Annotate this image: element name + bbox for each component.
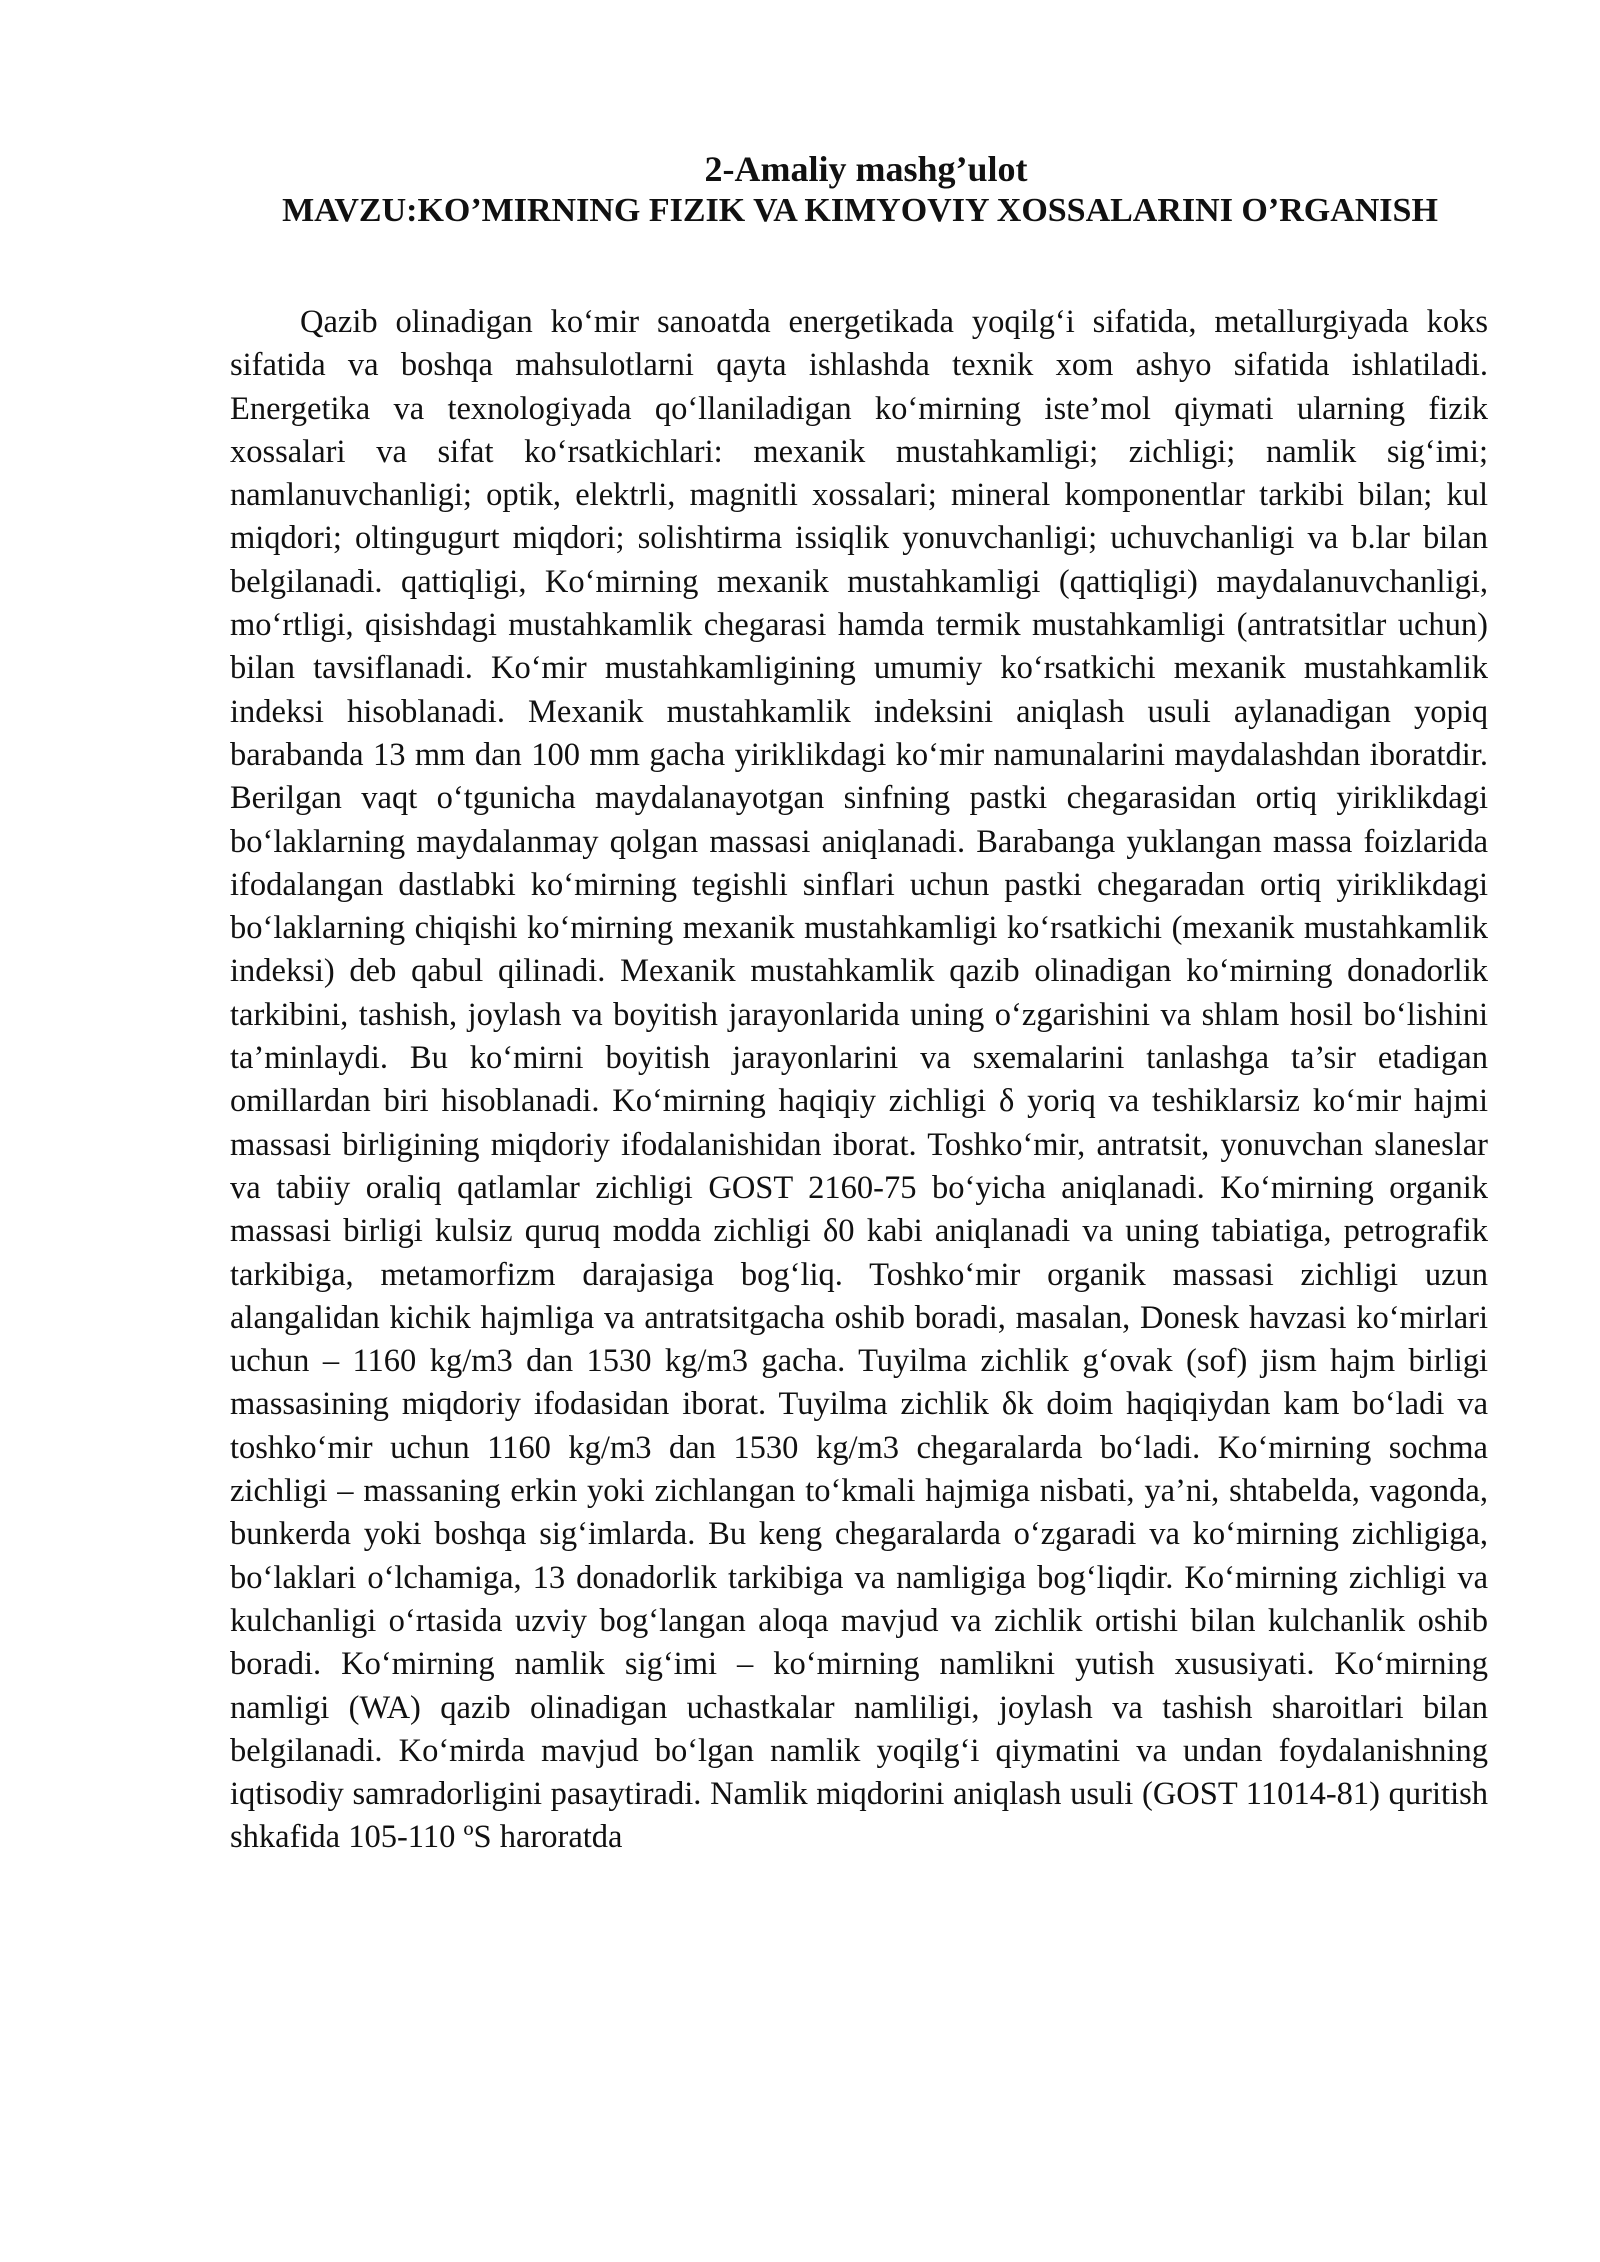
document-header — [230, 148, 1490, 232]
topic-heading: MAVZU:KO’MIRNING FIZIK VA KIMYOVIY XOSSALARINI O’RGANISH — [282, 192, 1438, 229]
body-paragraph: Qazib olinadigan ko‘mir sanoatda energetikada yoqilg‘i sifatida, metallurgiyada koks sifatida va boshqa mahsulotlarni qayta ishlashda texnik xom ashyo sifatida ishlatiladi. Energetika va texnologiyada qo‘llaniladigan ko‘mirning iste’mol qiymati ularning fizik xossalari va sifat ko‘rsatkichlari: mexanik mustahkamligi; zichligi; namlik sig‘imi; namlanuvchanligi; optik, elektrli, magnitli xossalari; mineral komponentlar tarkibi bilan; kul miqdori; oltingugurt miqdori; solishtirma issiqlik yonuvchanligi; uchuvchanligi va b.lar bilan belgilanadi. qattiqligi, Ko‘mirning mexanik mustahkamligi (qattiqligi) maydalanuvchanligi, mo‘rtligi, qisishdagi mustahkamlik chegarasi hamda termik mustahkamligi (antratsitlar uchun) bilan tavsiflanadi. Ko‘mir mustahkamligining umumiy ko‘rsatkichi mexanik mustahkamlik indeksi hisoblanadi. Mexanik mustahkamlik indeksini aniqlash usuli aylanadigan yopiq barabanda 13 mm dan 100 mm gacha yiriklikdagi ko‘mir namunalarini maydalashdan iboratdir. Berilgan vaqt o‘tgunicha maydalanayotgan sinfning pastki chegarasidan ortiq yiriklikdagi bo‘laklarning maydalanmay qolgan massasi aniqlanadi. Barabanga yuklangan massa foizlarida ifodalangan dastlabki ko‘mirning tegishli sinflari uchun pastki chegaradan ortiq yiriklikdagi bo‘laklarning chiqishi ko‘mirning mexanik mustahkamligi ko‘rsatkichi (mexanik mustahkamlik indeksi) deb qabul qilinadi. Mexanik mustahkamlik qazib olinadigan ko‘mirning donadorlik tarkibini, tashish, joylash va boyitish jarayonlarida uning o‘zgarishini va shlam hosil bo‘lishini ta’minlaydi. Bu ko‘mirni boyitish jarayonlarini va sxemalarini tanlashga ta’sir etadigan omillardan biri hisoblanadi. Ko‘mirning haqiqiy zichligi δ yoriq va teshiklarsiz ko‘mir hajmi massasi birligining miqdoriy ifodalanishidan iborat. Toshko‘mir, antratsit, yonuvchan slaneslar va tabiiy oraliq qatlamlar zichligi GOST 2160-75 bo‘yicha aniqlanadi. Ko‘mirning organik massasi birligi kulsiz quruq modda zichligi δ0 kabi aniqlanadi va uning tabiatiga, petrografik tarkibiga, metamorfizm darajasiga bog‘liq. Toshko‘mir organik massasi zichligi uzun alangalidan kichik hajmliga va antratsitgacha oshib boradi, masalan, Donesk havzasi ko‘mirlari uchun – 1160 kg/m3 dan 1530 kg/m3 gacha. Tuyilma zichlik g‘ovak (sof) jism hajm birligi massasining miqdoriy ifodasidan iborat. Tuyilma zichlik δk doim haqiqiydan kam bo‘ladi va toshko‘mir uchun 1160 kg/m3 dan 1530 kg/m3 chegaralarda bo‘ladi. Ko‘mirning sochma zichligi – massaning erkin yoki zichlangan to‘kmali hajmiga nisbati, ya’ni, shtabelda, vagonda, bunkerda yoki boshqa sig‘imlarda. Bu keng chegaralarda o‘zgaradi va ko‘mirning zichligiga, bo‘laklari o‘lchamiga, 13 donadorlik tarkibiga va namligiga bog‘liqdir. Ko‘mirning zichligi va kulchanligi o‘rtasida uzviy bog‘langan aloqa mavjud va zichlik ortishi bilan kulchanlik oshib boradi. Ko‘mirning namlik sig‘imi – ko‘mirning namlikni yutish xususiyati. Ko‘mirning namligi (WA) qazib olinadigan uchastkalar namliligi, joylash va tashish sharoitlari bilan belgilanadi. Ko‘mirda mavjud bo‘lgan namlik yoqilg‘i qiymatini va undan foydalanishning iqtisodiy samradorligini pasaytiradi. Namlik miqdorini aniqlash usuli (GOST 11014-81) quritish shkafida 105-110 ºS haroratda — [230, 304, 1488, 1856]
lesson-number-heading: 2-Amaliy mashg’ulot — [704, 149, 1028, 189]
